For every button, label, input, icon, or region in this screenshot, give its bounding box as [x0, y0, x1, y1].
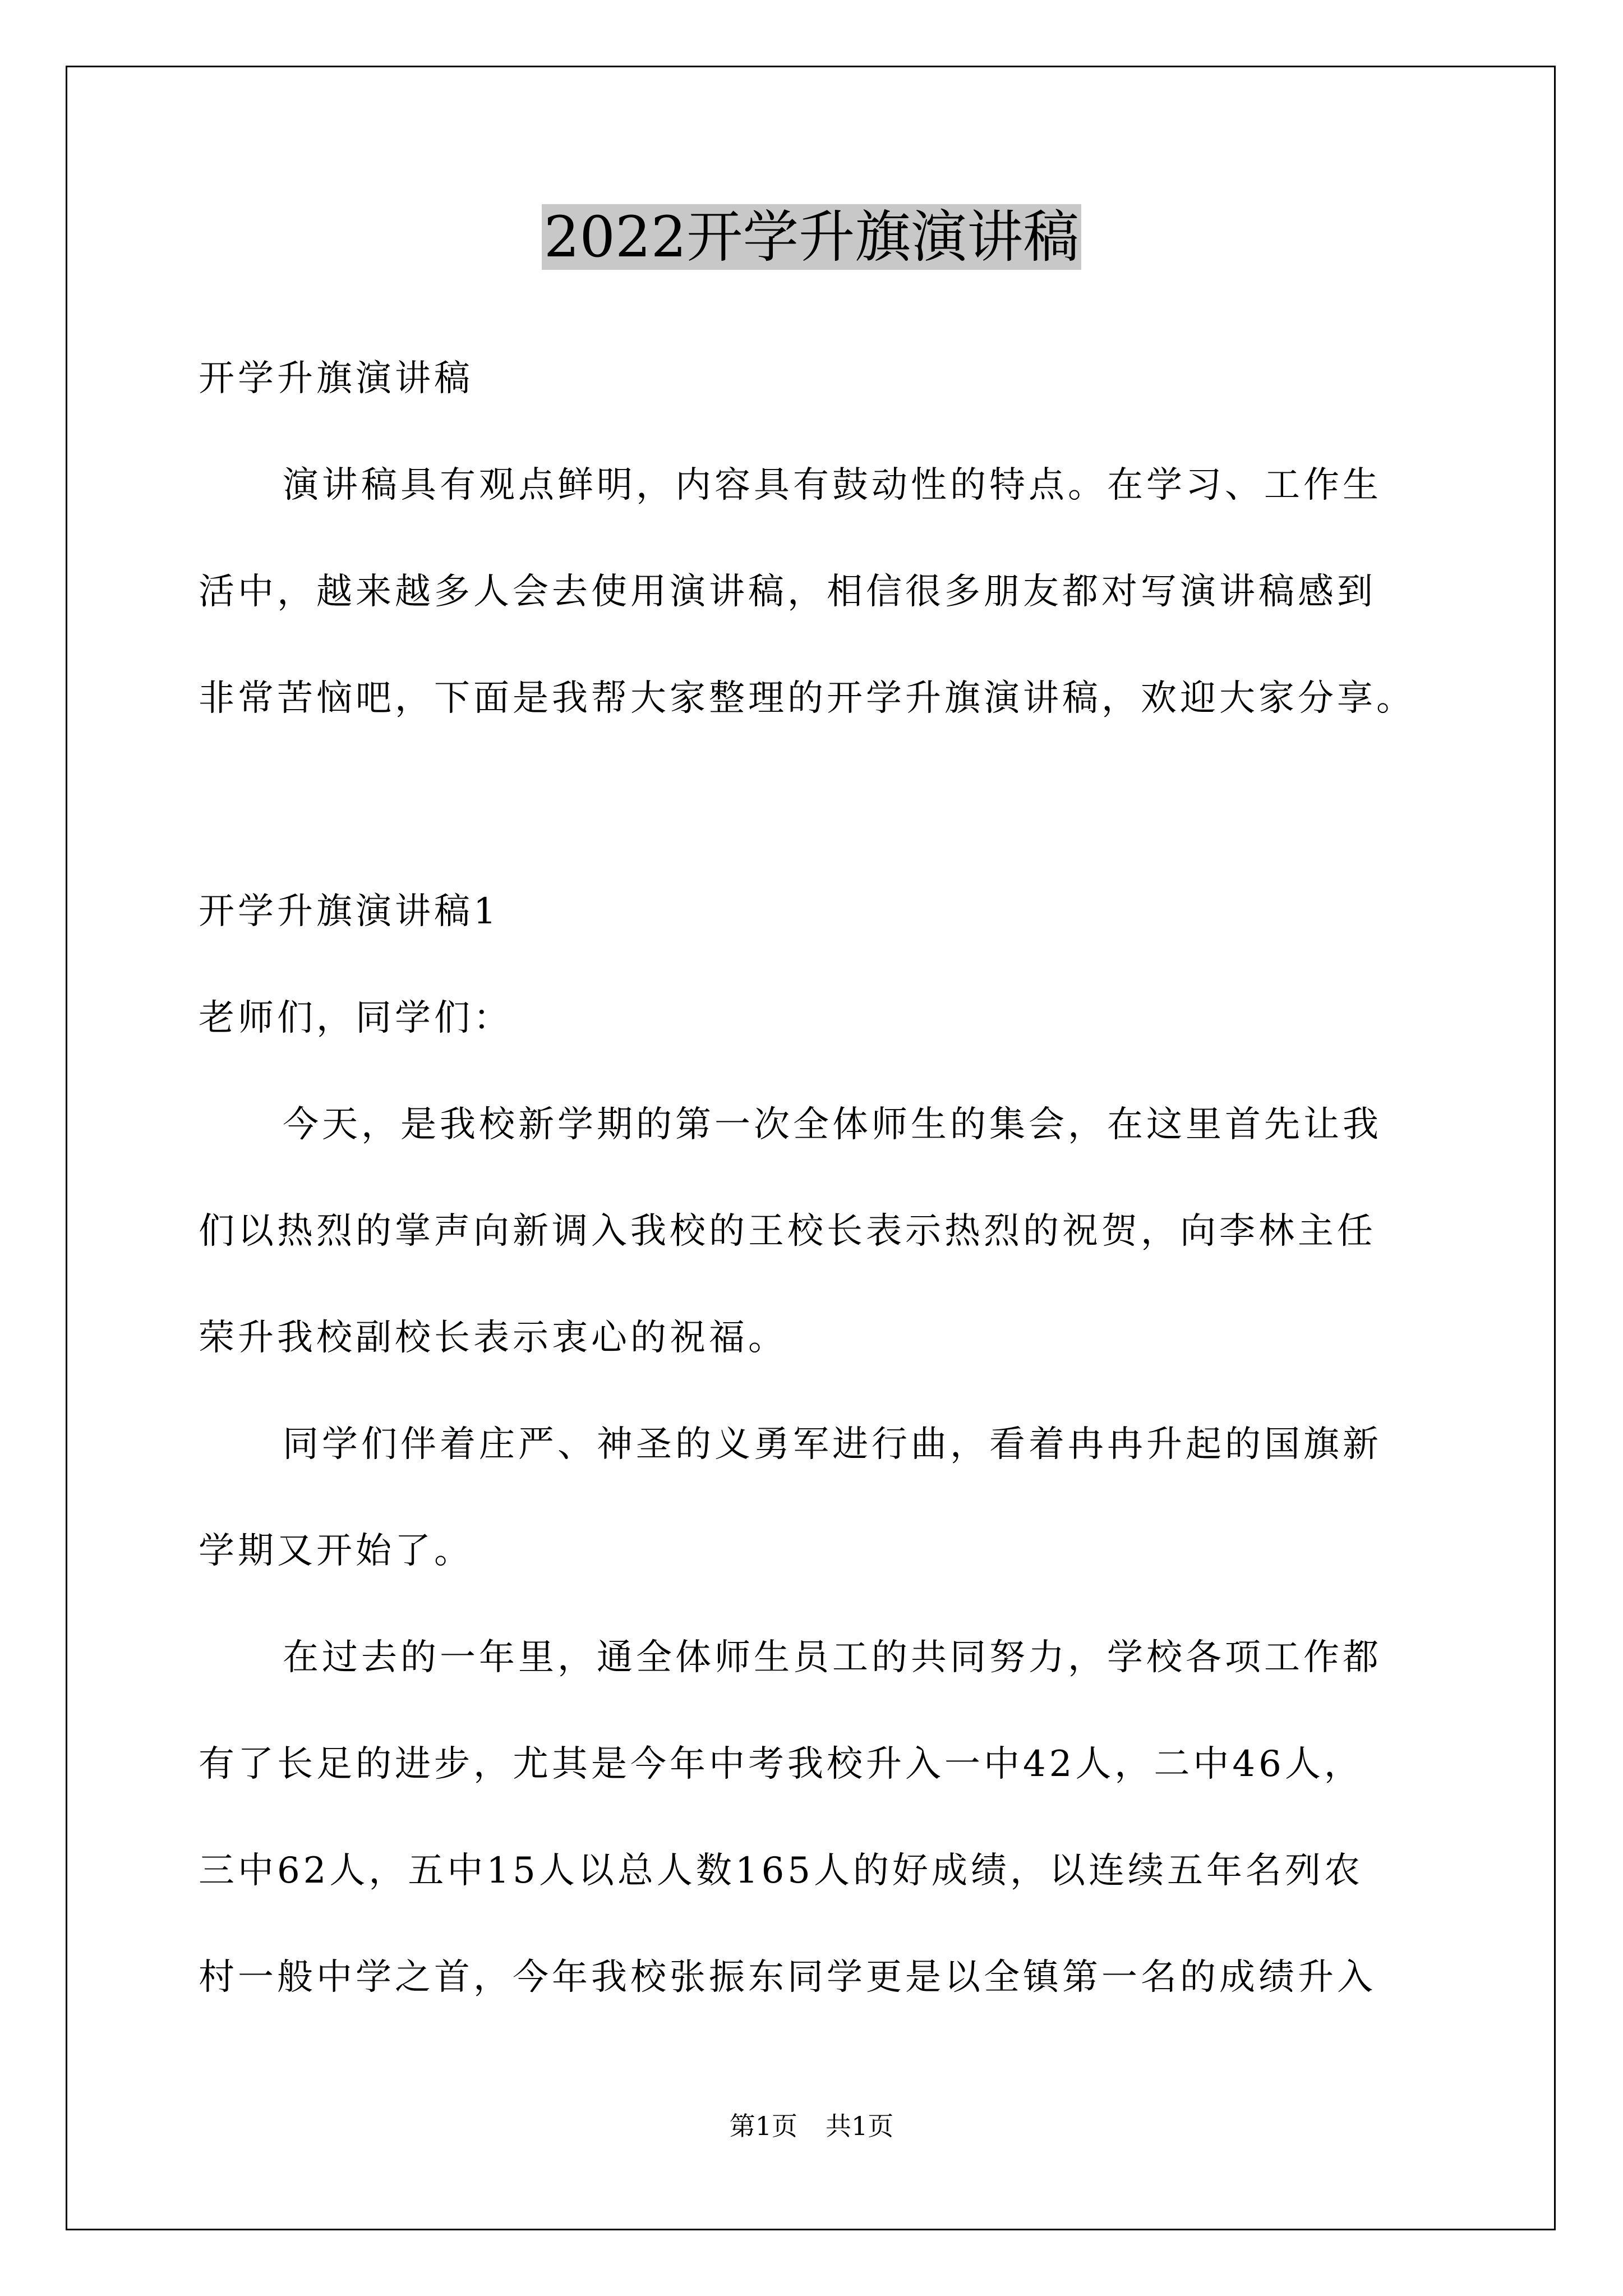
page-number: 第1页 — [729, 2111, 797, 2141]
paragraph-line: 非常苦恼吧，下面是我帮大家整理的开学升旗演讲稿，欢迎大家分享。 — [199, 678, 1415, 719]
paragraph-line: 有了长足的进步，尤其是今年中考我校升入一中42人，二中46人， — [199, 1743, 1363, 1785]
section-heading: 开学升旗演讲稿1 — [199, 891, 500, 932]
paragraph-line: 在过去的一年里，通全体师生员工的共同努力，学校各项工作都 — [283, 1637, 1382, 1678]
paragraph-line: 村一般中学之首，今年我校张振东同学更是以全镇第一名的成绩升入 — [199, 1957, 1376, 1998]
paragraph-line: 同学们伴着庄严、神圣的义勇军进行曲，看着冉冉升起的国旗新 — [283, 1424, 1382, 1465]
paragraph-line: 今天，是我校新学期的第一次全体师生的集会，在这里首先让我 — [283, 1104, 1382, 1145]
paragraph-line: 们以热烈的掌声向新调入我校的王校长表示热烈的祝贺，向李林主任 — [199, 1211, 1376, 1252]
paragraph-line: 活中，越来越多人会去使用演讲稿，相信很多朋友都对写演讲稿感到 — [199, 571, 1376, 613]
paragraph-line: 演讲稿具有观点鲜明，内容具有鼓动性的特点。在学习、工作生 — [283, 464, 1382, 506]
page-total: 共1页 — [826, 2111, 894, 2141]
intro-heading: 开学升旗演讲稿 — [199, 358, 473, 399]
paragraph-line: 荣升我校副校长表示衷心的祝福。 — [199, 1317, 787, 1359]
salutation: 老师们，同学们： — [199, 997, 513, 1039]
document-title — [0, 201, 1623, 274]
document-title-text: 2022开学升旗演讲稿 — [542, 204, 1082, 270]
paragraph-line: 学期又开始了。 — [199, 1530, 473, 1572]
paragraph-line: 三中62人，五中15人以总人数165人的好成绩，以连续五年名列农 — [199, 1850, 1364, 1892]
page-footer — [0, 2109, 1623, 2143]
